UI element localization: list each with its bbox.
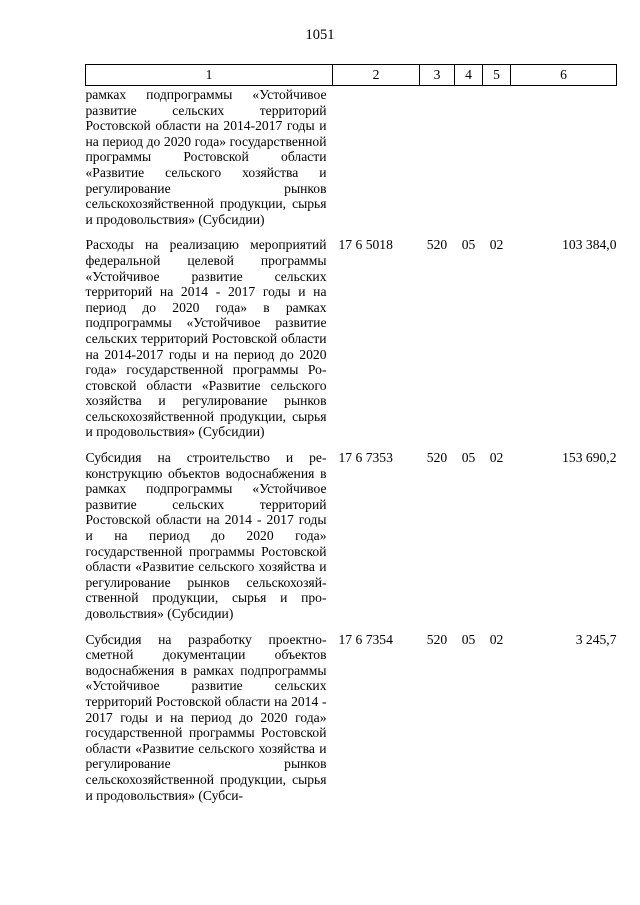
header-row (86, 65, 617, 86)
row-name: Субсидия на разработку проектно-сметной документации объектов водоснабжения в рамках подпрограммы «Устойчивое развитие сельских территорий Ростовской области на 2014 - 2017 годы и на период до 2020 года» государственной программы Ростовской области «Развитие сельского хозяйства и регулирование рынков сельскохозяйственной продукции, сырья и продовольствия» (Субси- (85, 631, 327, 803)
page-number: 1051 (305, 27, 335, 43)
row-vr: 520 (426, 631, 448, 647)
row-code: 17 6 7354 (338, 631, 393, 647)
row-name: рамках подпрограммы «Устойчивое развитие сельских территорий Ростовской области на 2014-2017 годы и на период до 2020 года» государственной программы Ростовской области «Развитие сельского хозяйства и регулирование рынков сельскохозяйственной продукции, сырья и продовольствия» (Субсидии) (85, 87, 327, 227)
row-name: Расходы на реализацию мероприятий федеральной целевой программы «Устойчивое развитие сельских территорий на 2014 - 2017 годы и на период до 2020 года» в рамках подпрограммы «Устойчивое развитие сельских территорий Ростовской области на 2014-2017 годы и на период до 2020 года» государственной программы Ростовской области «Развитие сельского хозяйства и регулирование рынков сельскохозяйственной продукции, сырья и продовольствия» (Субсидии) (85, 237, 327, 440)
row-amount: 3 245,7 (575, 631, 617, 647)
table-body (86, 86, 617, 812)
row-pr: 02 (489, 237, 504, 253)
table-row (86, 448, 617, 630)
table-row (86, 86, 617, 236)
row-code (333, 86, 420, 236)
table-row (86, 630, 617, 812)
row-pr (483, 86, 511, 236)
row-name: Субсидия на строительство и реконструкцию объектов водоснабжения в рамках подпрограммы «Устойчивое развитие сельских территорий Ростовской области на 2014 - 2017 годы и на период до 2020 года» государственной программы Ростовской области «Развитие сельского хозяйства и регулирование рынков сельскохозяйственной продукции, сырья и продовольствия» (Субсидии) (85, 450, 327, 621)
header-col-4: 4 (455, 65, 483, 86)
table-header (86, 65, 617, 86)
row-amount: 153 690,2 (562, 450, 617, 466)
table-row (86, 235, 617, 448)
row-amount: 103 384,0 (562, 237, 617, 253)
budget-table (85, 64, 617, 811)
header-col-1: 1 (86, 65, 333, 86)
row-code: 17 6 5018 (338, 237, 393, 253)
row-amount (511, 86, 617, 236)
row-code: 17 6 7353 (338, 450, 393, 466)
row-vr: 520 (426, 450, 448, 466)
row-rz: 05 (461, 450, 476, 466)
row-rz (455, 86, 483, 236)
row-vr (420, 86, 455, 236)
row-rz: 05 (461, 631, 476, 647)
header-col-2: 2 (333, 65, 420, 86)
row-vr: 520 (426, 237, 448, 253)
header-col-5: 5 (483, 65, 511, 86)
header-col-6: 6 (511, 65, 617, 86)
row-rz: 05 (461, 237, 476, 253)
header-col-3: 3 (420, 65, 455, 86)
row-pr: 02 (489, 631, 504, 647)
row-pr: 02 (489, 450, 504, 466)
